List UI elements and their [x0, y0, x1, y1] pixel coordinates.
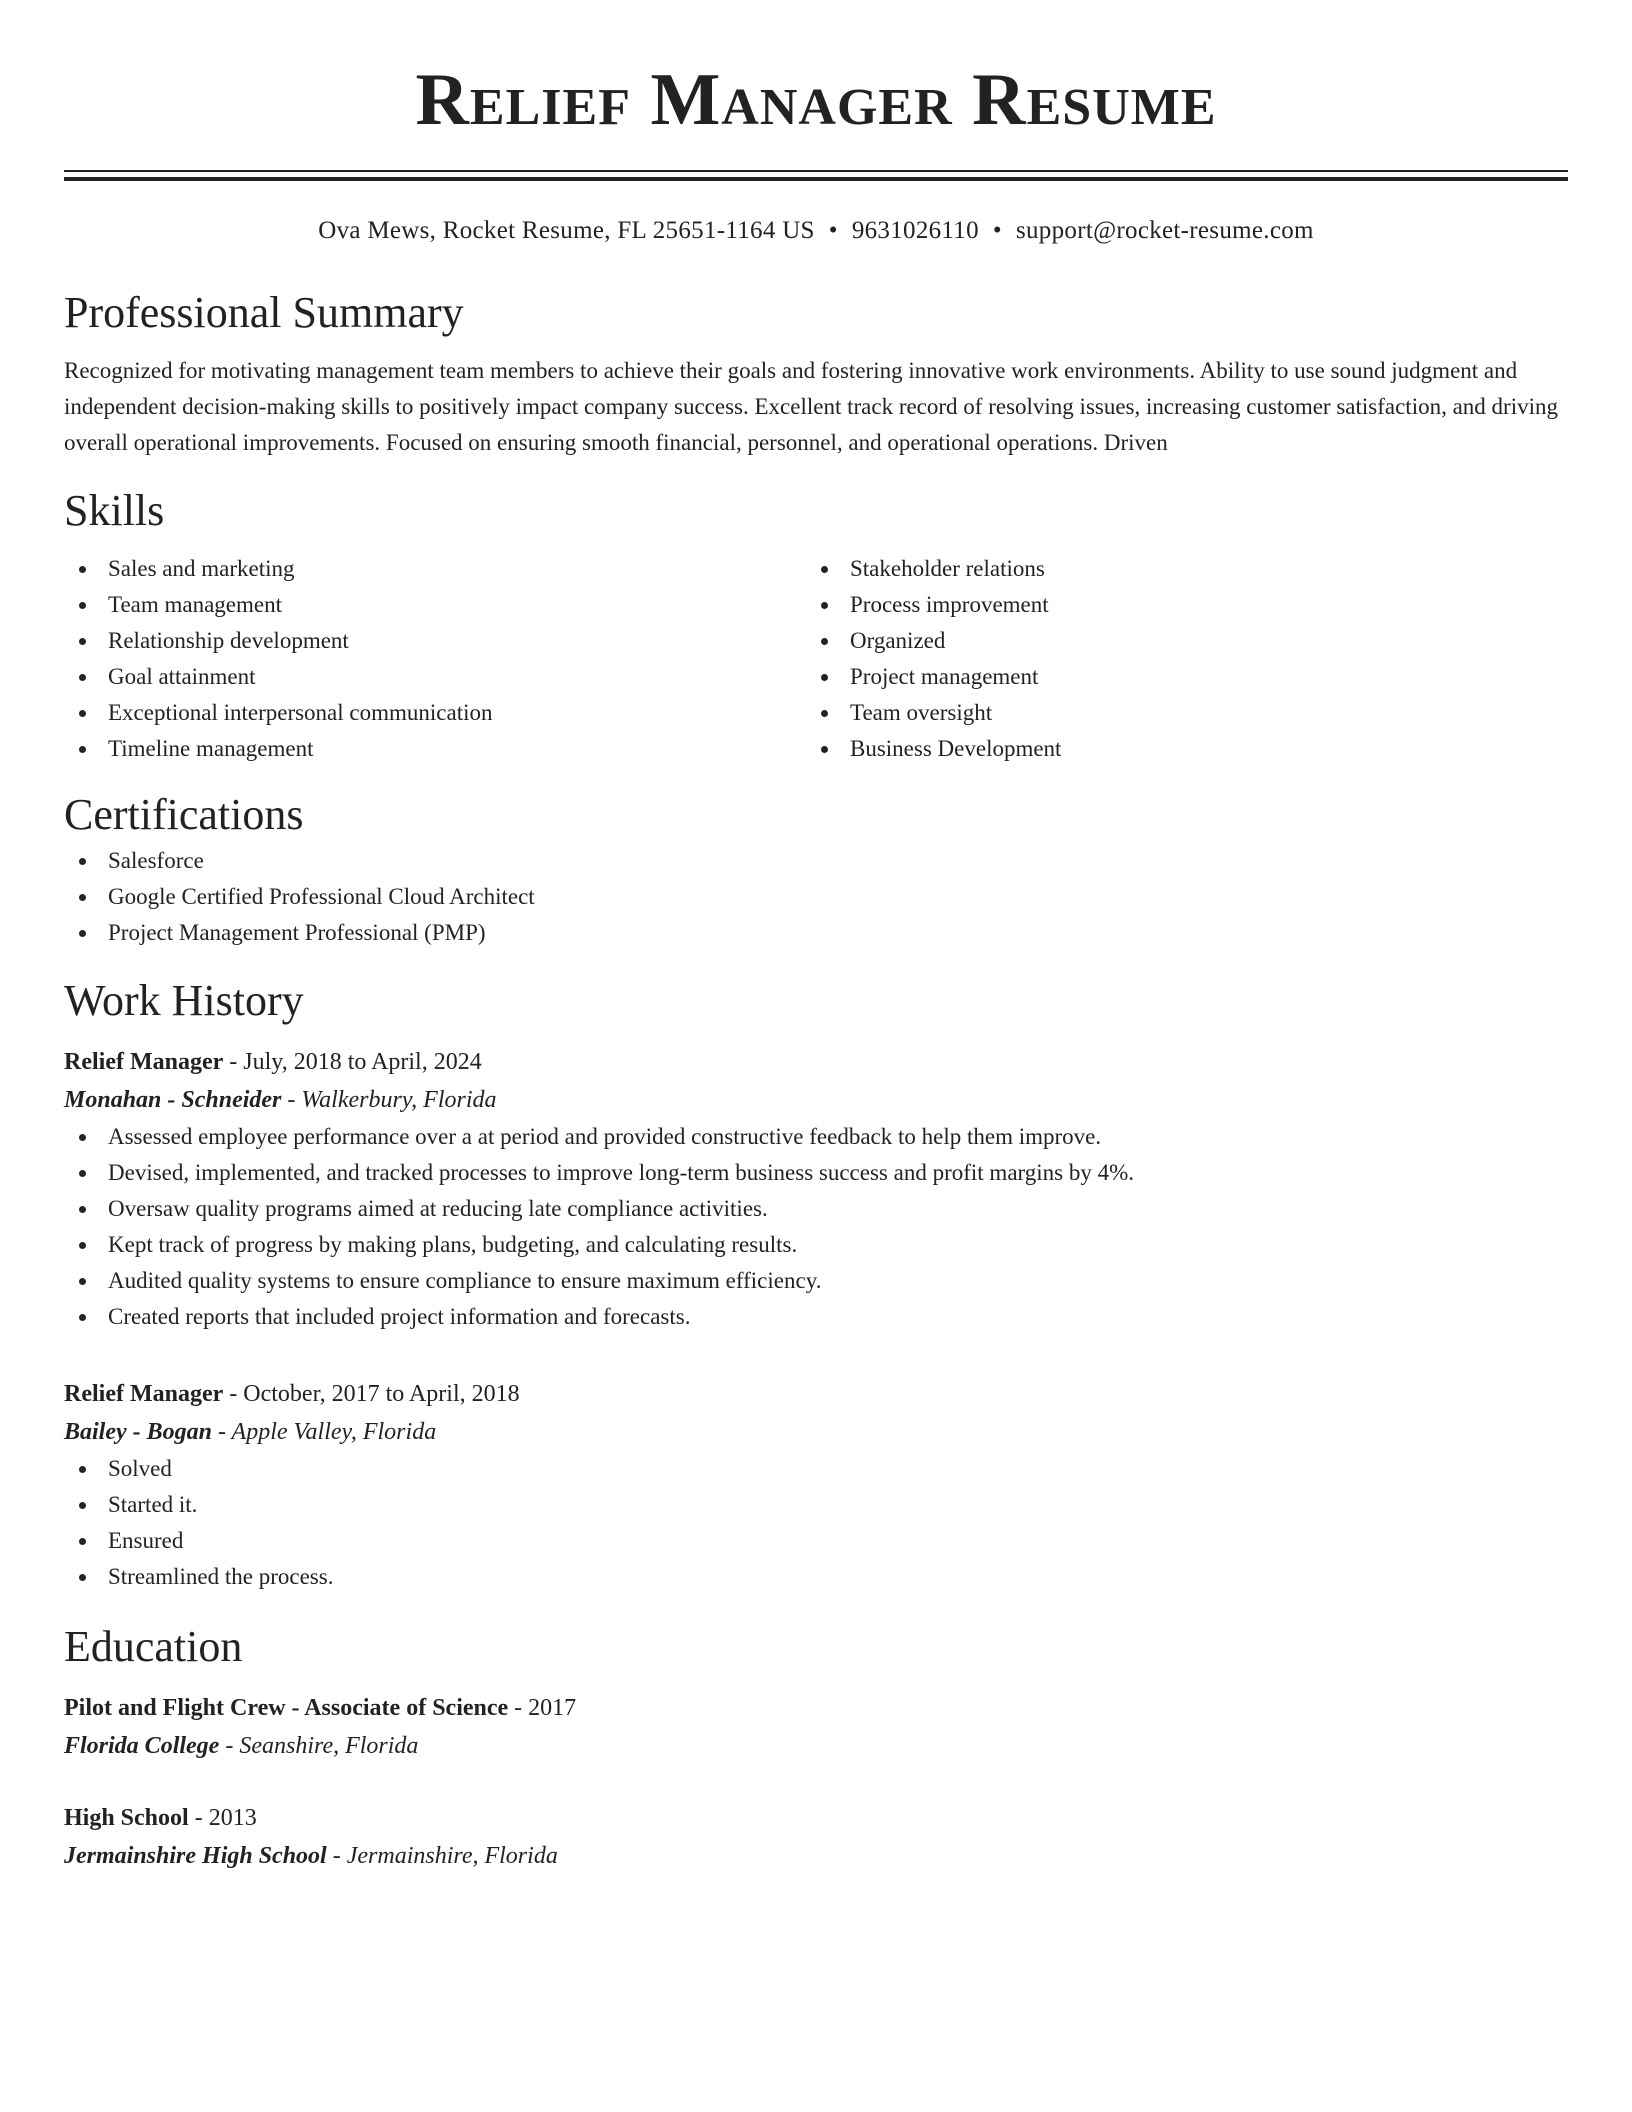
job-duty-item: Started it. [64, 1487, 1568, 1523]
skill-item: Project management [806, 659, 1548, 695]
skill-item: Stakeholder relations [806, 551, 1548, 587]
bullet-icon [79, 1134, 86, 1141]
bullet-icon [821, 566, 828, 573]
skill-item: Process improvement [806, 587, 1548, 623]
skill-item: Team oversight [806, 695, 1548, 731]
job-duty-item: Assessed employee performance over a at period and provided constructive feedback to help them improve. [64, 1119, 1568, 1155]
job-duty-item: Audited quality systems to ensure compliance to ensure maximum efficiency. [64, 1263, 1568, 1299]
education-entry [64, 1689, 1568, 1765]
skill-item: Goal attainment [64, 659, 806, 695]
education-year: - 2017 [508, 1695, 577, 1721]
bullet-icon [821, 638, 828, 645]
bullet-icon [79, 746, 86, 753]
job-employer [64, 1413, 1568, 1451]
job-duty-item: Ensured [64, 1523, 1568, 1559]
bullet-icon [79, 1574, 86, 1581]
bullet-icon [79, 1466, 86, 1473]
contact-separator: • [992, 217, 1002, 244]
bullet-icon [79, 1278, 86, 1285]
certification-item: Project Management Professional (PMP) [64, 915, 1568, 951]
contact-line [64, 213, 1568, 249]
job-location: - Walkerbury, Florida [281, 1087, 497, 1113]
bullet-icon [79, 566, 86, 573]
bullet-icon [79, 1206, 86, 1213]
skills-list-right [806, 551, 1548, 767]
skills-heading: Skills [64, 486, 165, 535]
skill-item: Organized [806, 623, 1548, 659]
job-header [64, 1375, 1568, 1413]
education-header [64, 1799, 1568, 1837]
title-double-rule [64, 170, 1568, 181]
contact-address: Ova Mews, Rocket Resume, FL 25651-1164 US [318, 217, 815, 244]
job-duties-list [64, 1451, 1568, 1595]
certification-item: Salesforce [64, 843, 1568, 879]
bullet-icon [821, 710, 828, 717]
job-dates: - October, 2017 to April, 2018 [223, 1381, 520, 1407]
job-company: Bailey - Bogan [64, 1419, 212, 1445]
contact-separator: • [828, 217, 838, 244]
skills-column-left [64, 551, 806, 767]
skill-item: Exceptional interpersonal communication [64, 695, 806, 731]
summary-heading: Professional Summary [64, 288, 464, 337]
resume-title: Relief Manager Resume [415, 59, 1217, 141]
bullet-icon [79, 1314, 86, 1321]
education-school: Florida College [64, 1733, 220, 1759]
job-duty-item: Kept track of progress by making plans, budgeting, and calculating results. [64, 1227, 1568, 1263]
job-title: Relief Manager [64, 1049, 224, 1075]
contact-phone: 9631026110 [851, 217, 979, 244]
education-entry [64, 1799, 1568, 1875]
skill-item: Timeline management [64, 731, 806, 767]
work-history-heading: Work History [64, 976, 304, 1025]
job-title: Relief Manager [64, 1381, 224, 1407]
bullet-icon [821, 674, 828, 681]
education-school-line [64, 1837, 1568, 1875]
job-entry [64, 1043, 1568, 1335]
skills-list-left [64, 551, 806, 767]
bullet-icon [79, 638, 86, 645]
skill-item: Team management [64, 587, 806, 623]
skill-item: Business Development [806, 731, 1548, 767]
skill-item: Relationship development [64, 623, 806, 659]
bullet-icon [79, 602, 86, 609]
certification-item: Google Certified Professional Cloud Architect [64, 879, 1568, 915]
skills-column-right [806, 551, 1548, 767]
contact-email: support@rocket-resume.com [1015, 217, 1314, 244]
bullet-icon [79, 894, 86, 901]
summary-text: Recognized for motivating management team members to achieve their goals and fostering innovative work environments. Ability to use sound judgment and independent decision-making skills to positively impact company success. Excellent track record of resolving issues, increasing customer satisfaction, and driving overall operational improvements. Focused on ensuring smooth financial, personnel, and operational operations. Driven [64, 358, 1558, 455]
job-company: Monahan - Schneider [64, 1087, 282, 1113]
job-employer [64, 1081, 1568, 1119]
bullet-icon [79, 1242, 86, 1249]
skill-item: Sales and marketing [64, 551, 806, 587]
job-entry [64, 1375, 1568, 1595]
bullet-icon [79, 930, 86, 937]
education-location: - Jermainshire, Florida [326, 1843, 558, 1869]
education-year: - 2013 [188, 1805, 257, 1831]
job-duties-list [64, 1119, 1568, 1335]
bullet-icon [79, 858, 86, 865]
job-location: - Apple Valley, Florida [212, 1419, 437, 1445]
bullet-icon [79, 1170, 86, 1177]
job-duty-item: Oversaw quality programs aimed at reducing late compliance activities. [64, 1191, 1568, 1227]
bullet-icon [821, 602, 828, 609]
education-header [64, 1689, 1568, 1727]
certifications-heading: Certifications [64, 790, 304, 839]
bullet-icon [79, 1538, 86, 1545]
bullet-icon [821, 746, 828, 753]
job-duty-item: Created reports that included project information and forecasts. [64, 1299, 1568, 1335]
education-school-line [64, 1727, 1568, 1765]
education-heading: Education [64, 1622, 243, 1671]
job-duty-item: Solved [64, 1451, 1568, 1487]
job-duty-item: Devised, implemented, and tracked processes to improve long-term business success and profit margins by 4%. [64, 1155, 1568, 1191]
education-location: - Seanshire, Florida [219, 1733, 419, 1759]
bullet-icon [79, 1502, 86, 1509]
skills-grid [64, 551, 1568, 767]
education-degree: Pilot and Flight Crew - Associate of Science [64, 1695, 509, 1721]
education-school: Jermainshire High School [64, 1843, 327, 1869]
job-duty-item: Streamlined the process. [64, 1559, 1568, 1595]
education-degree: High School [64, 1805, 189, 1831]
job-dates: - July, 2018 to April, 2024 [223, 1049, 482, 1075]
bullet-icon [79, 710, 86, 717]
job-header [64, 1043, 1568, 1081]
certifications-list [64, 843, 1568, 951]
bullet-icon [79, 674, 86, 681]
